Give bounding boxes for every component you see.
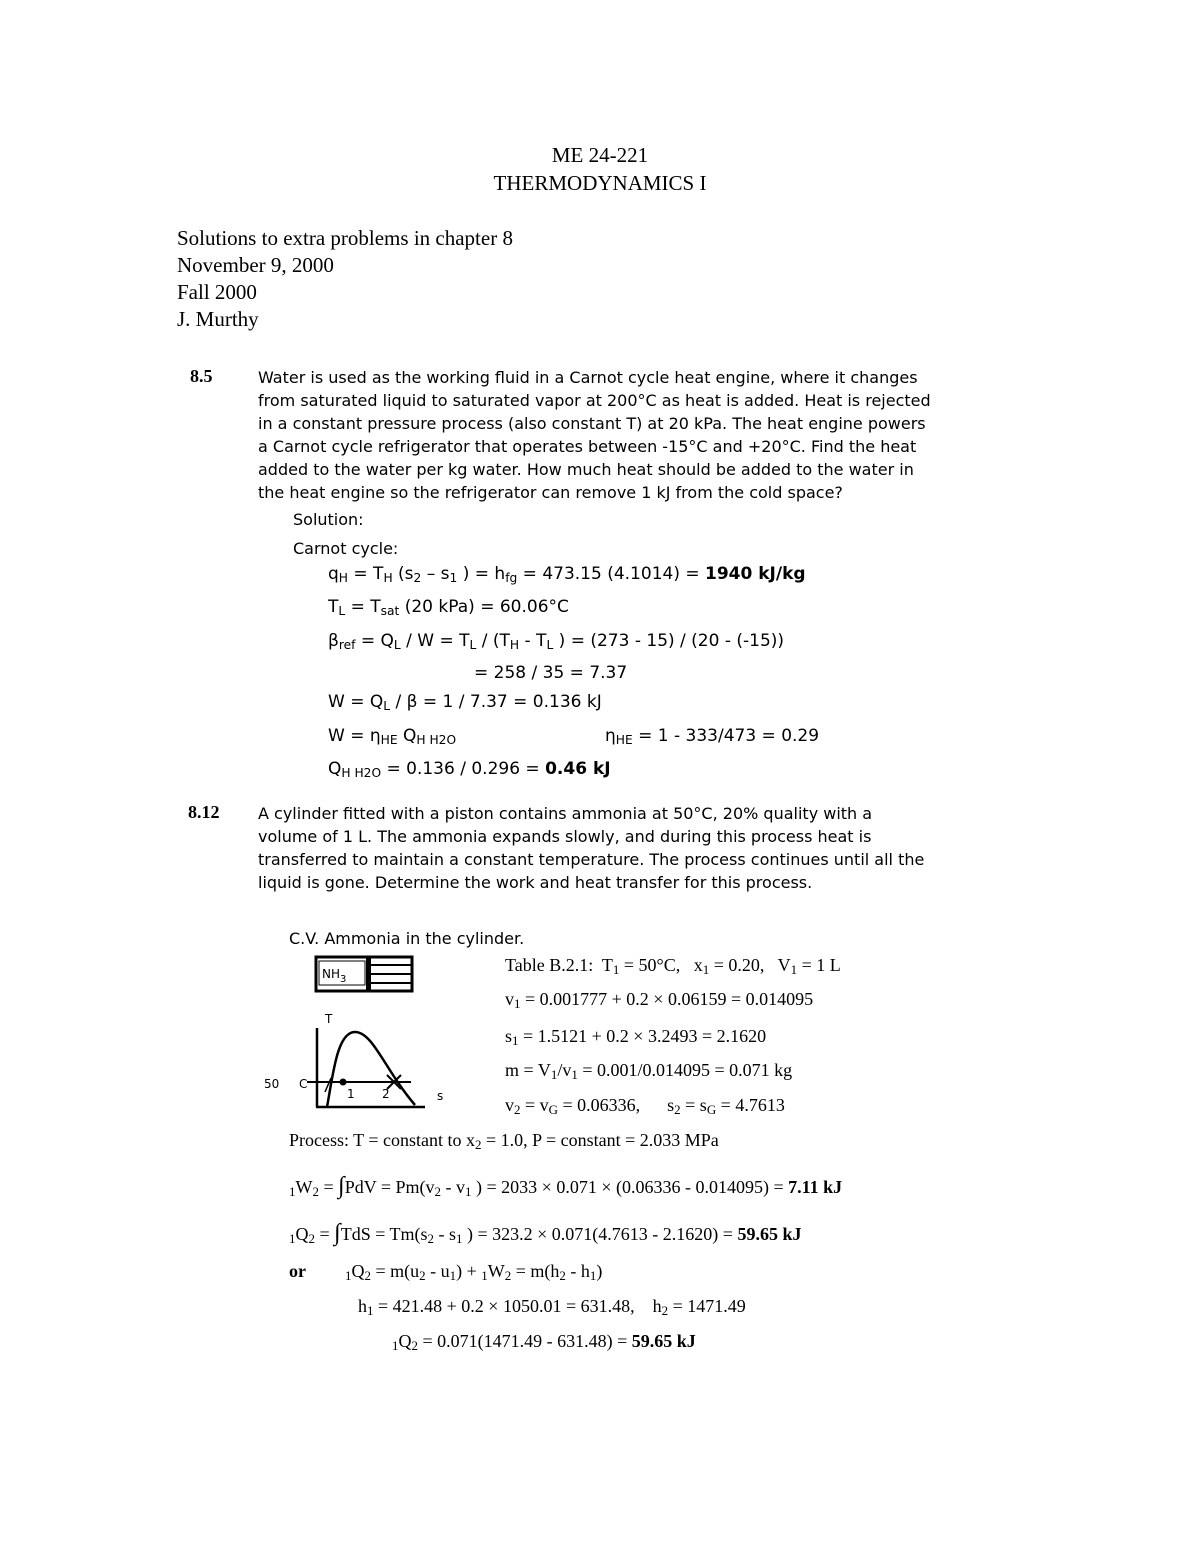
equation-tl: $T_L = T_{sat}$ (20 kPa) = 60.06°C xyxy=(328,597,569,619)
equation-s1: $s_1 = 1.5121 + 0.2 \times 3.2493 = 2.1620$ xyxy=(505,1026,767,1049)
equation-beta-value: ) = (273 - 15) / (20 - (-15)) xyxy=(558,631,785,651)
equation-s1-value: = 1.5121 + 0.2 × 3.2493 = 2.1620 xyxy=(523,1026,767,1046)
equation-mass: $m = V_1/v_1 = 0.001/0.014095 = 0.071$ kg xyxy=(505,1060,793,1083)
statement-line: from saturated liquid to saturated vapor at 200°C as heat is added. Heat is rejected xyxy=(258,391,931,410)
solution-label: Solution: xyxy=(293,510,364,529)
equation-v1-value: = 0.001777 + 0.2 × 0.06159 = 0.014095 xyxy=(524,989,814,1009)
equation-eta-value: = 1 - 333/473 = 0.29 xyxy=(638,726,820,746)
table-v1: = 1 L xyxy=(801,955,841,975)
equation-qh-h2o-value: = 0.136 / 0.296 = xyxy=(386,759,540,779)
equation-beta-result: = 258 / 35 = 7.37 xyxy=(474,663,628,683)
equation-heat-12-result: 59.65 kJ xyxy=(737,1224,802,1244)
temperature-unit: C xyxy=(299,1077,308,1091)
equation-v2-value: = 0.06336, xyxy=(562,1095,641,1115)
statement-line: Water is used as the working fluid in a Carnot cycle heat engine, where it changes xyxy=(258,368,918,387)
equation-work-12: $_1W_2 = \int PdV = Pm(v_2 - v_1$ ) = 2033 × 0.071 × (0.06336 - 0.014095) = 7.11 kJ xyxy=(289,1173,843,1200)
document-date: November 9, 2000 xyxy=(177,253,334,277)
piston-label: $NH_3$ xyxy=(322,967,347,985)
process-description: Process: T = constant to $x_2 = 1.0$, P = constant = 2.033 MPa xyxy=(289,1130,719,1153)
course-number: ME 24-221 xyxy=(551,143,649,167)
s-axis-label: s xyxy=(437,1089,444,1103)
equation-work: $W = Q_L / \beta = 1 / 7.37 = 0.136$ kJ xyxy=(328,692,602,714)
statement-line: A cylinder fitted with a piston contains ammonia at 50°C, 20% quality with a xyxy=(258,804,873,823)
problem-number-8-5: 8.5 xyxy=(190,366,213,386)
process-text-b: = 1.0, P = constant = 2.033 MPa xyxy=(485,1130,719,1150)
process-text-a: Process: T = constant to x xyxy=(289,1130,475,1150)
statement-line: volume of 1 L. The ammonia expands slowly, and during this process heat is xyxy=(258,827,872,846)
equation-heat-final-result: 59.65 kJ xyxy=(631,1331,696,1351)
equation-qh-value: = 473.15 (4.1014) = xyxy=(522,564,700,584)
course-subject: THERMODYNAMICS I xyxy=(493,171,707,195)
equation-tl-value: (20 kPa) = 60.06°C xyxy=(404,597,569,617)
statement-line: a Carnot cycle refrigerator that operates between -15°C and +20°C. Find the heat xyxy=(258,437,917,456)
table-prefix: Table B.2.1: xyxy=(505,955,594,975)
or-label: or xyxy=(289,1261,306,1281)
table-line: Table B.2.1: $T_1 = 50^\circ C$, $x_1 = 0.20$, $V_1 = 1$ L xyxy=(505,955,841,978)
ts-diagram xyxy=(264,1012,443,1107)
equation-heat-energy: $_1Q_2 = m(u_2 - u_1) + _1W_2 = m(h_2 - h_1)$ xyxy=(345,1261,603,1284)
t-axis-label: T xyxy=(325,1012,333,1026)
equation-work-12-result: 7.11 kJ xyxy=(788,1177,843,1197)
equation-v1: $v_1 = 0.001777 + 0.2 \times 0.06159 = 0.014095$ xyxy=(505,989,814,1012)
state-1-label: 1 xyxy=(347,1087,355,1101)
equation-work-12-value: ) = 2033 × 0.071 × (0.06336 - 0.014095) = xyxy=(476,1177,784,1197)
statement-line: transferred to maintain a constant temperature. The process continues until all the xyxy=(258,850,925,869)
equation-qh-h2o-result: 0.46 kJ xyxy=(545,759,611,779)
table-x1: = 0.20, xyxy=(713,955,765,975)
equation-h2-value: = 1471.49 xyxy=(672,1296,746,1316)
piston-ts-figure xyxy=(255,950,475,1120)
piston-cylinder-drawing xyxy=(316,957,412,991)
document-title: Solutions to extra problems in chapter 8 xyxy=(177,226,513,250)
equation-s2-value: = 4.7613 xyxy=(720,1095,785,1115)
equation-heat-final: $_1Q_2 = 0.071(1471.49 - 631.48) = 59.65$ kJ xyxy=(392,1331,696,1354)
equation-work-value: = 1 / 7.37 = 0.136 kJ xyxy=(422,692,602,712)
equation-heat-12-value: ) = 323.2 × 0.071(4.7613 - 2.1620) = xyxy=(467,1224,733,1244)
equation-qh-result: 1940 kJ/kg xyxy=(705,564,806,584)
carnot-cycle-label: Carnot cycle: xyxy=(293,539,399,558)
equation-eta: $\eta_{HE} = 1 - 333/473 = 0.29$ xyxy=(605,726,820,748)
problem-number-8-12: 8.12 xyxy=(188,802,220,822)
problem-8-12-statement xyxy=(258,802,924,894)
equation-beta: $\beta_{ref} = Q_L / W = T_L / (T_H - T_L$ ) = (273 - 15) / (20 - (-15)) xyxy=(328,631,785,653)
equation-heat-final-value: = 0.071(1471.49 - 631.48) = xyxy=(422,1331,628,1351)
equation-enthalpy: $h_1 = 421.48 + 0.2 \times 1050.01 = 631.48$, $h_2 = 1471.49$ xyxy=(358,1296,746,1319)
equation-qh-h2o: $Q_{H H2O} = 0.136 / 0.296 = 0.46$ kJ xyxy=(328,759,611,781)
statement-line: added to the water per kg water. How much heat should be added to the water in xyxy=(258,460,914,479)
problem-8-5-statement xyxy=(258,366,931,504)
statement-line: the heat engine so the refrigerator can remove 1 kJ from the cold space? xyxy=(258,483,843,502)
equation-mass-value: = 0.001/0.014095 = 0.071 kg xyxy=(582,1060,793,1080)
temperature-label: 50 xyxy=(264,1077,280,1091)
equation-heat-12: $_1Q_2 = \int TdS = Tm(s_2 - s_1$ ) = 323.2 × 0.071(4.7613 - 2.1620) = 59.65 kJ xyxy=(289,1220,802,1247)
state-2-label: 2 xyxy=(382,1087,390,1101)
equation-v2: $v_2 = v_G = 0.06336$, $s_2 = s_G = 4.7613$ xyxy=(505,1095,785,1118)
control-volume-label: C.V. Ammonia in the cylinder. xyxy=(289,929,525,948)
document-term: Fall 2000 xyxy=(177,280,257,304)
equation-h1-value: = 421.48 + 0.2 × 1050.01 = 631.48, xyxy=(377,1296,635,1316)
document-author: J. Murthy xyxy=(177,307,259,331)
table-t1: = 50°C, xyxy=(623,955,681,975)
statement-line: in a constant pressure process (also constant T) at 20 kPa. The heat engine powers xyxy=(258,414,926,433)
equation-qh: $q_H = T_H$ ($s_2 - s_1$ ) = $h_{fg} = 473.15$ (4.1014) = 1940 kJ/kg xyxy=(328,564,806,586)
statement-line: liquid is gone. Determine the work and heat transfer for this process. xyxy=(258,873,813,892)
equation-work-efficiency: $W = \eta_{HE}$ $Q_{H H2O}$ xyxy=(328,726,457,748)
